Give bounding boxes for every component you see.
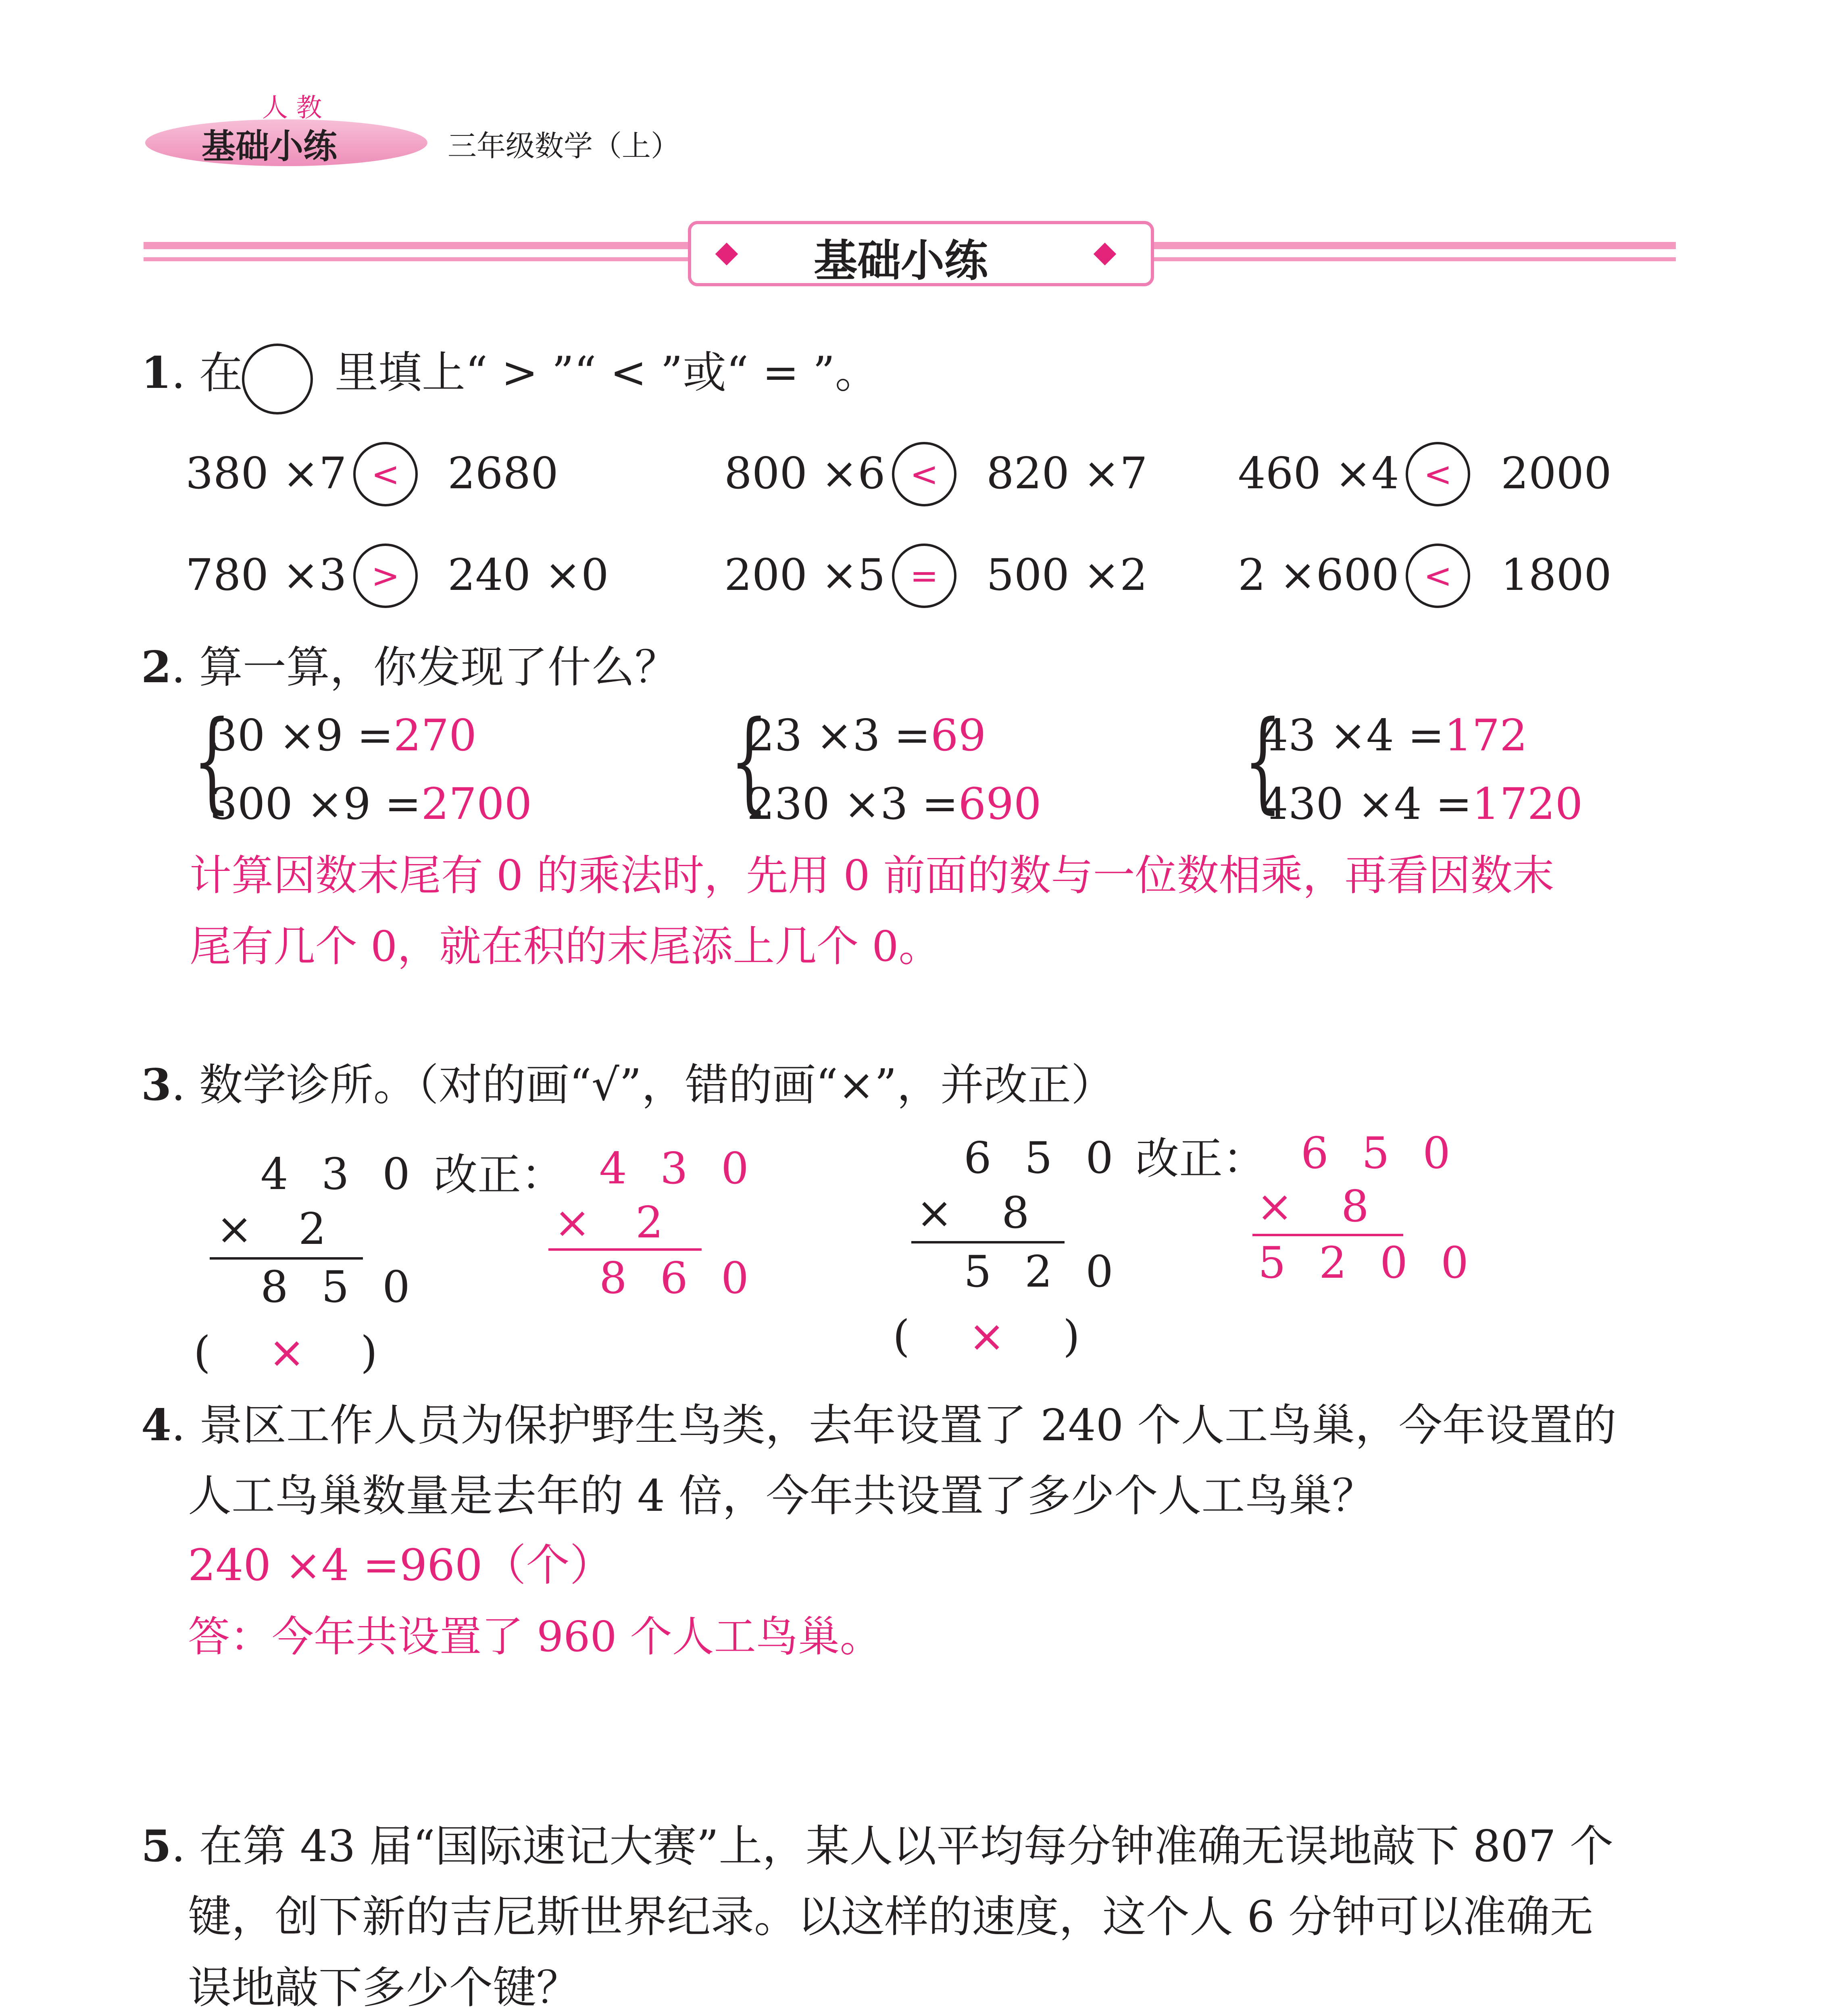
question-number: 2 xyxy=(141,642,172,693)
expression-right: 500 ×2 xyxy=(986,550,1148,600)
question-text: 里填上“ > ”“ < ”或“ = ”。 xyxy=(335,348,879,398)
expression-right: 2000 xyxy=(1501,448,1612,499)
corrected-operator: × xyxy=(1256,1181,1303,1232)
expression-left: 460 ×4 xyxy=(1238,448,1399,499)
expression-left: 380 ×7 xyxy=(185,448,347,499)
compare-answer: < xyxy=(1406,544,1470,608)
question-text: . 数学诊所。（对的画“√”，错的画“×”，并改正） xyxy=(171,1060,1115,1110)
paren-open: ( xyxy=(893,1311,910,1362)
brace-icon: { xyxy=(1244,697,1282,824)
series-logo: 基础小练 xyxy=(202,127,338,166)
equation-answer: 2700 xyxy=(421,779,532,829)
paren-open: ( xyxy=(194,1327,211,1378)
equation-answer: 172 xyxy=(1444,710,1527,761)
corrected-multiplicand: 4 3 0 xyxy=(599,1143,758,1194)
corrected-multiplier: 8 xyxy=(1341,1181,1379,1232)
calculation: 240 ×4 =960（个） xyxy=(188,1540,613,1591)
corrected-multiplicand: 6 5 0 xyxy=(1301,1128,1460,1179)
compare-answer: < xyxy=(353,442,418,506)
equation-answer: 69 xyxy=(930,710,986,761)
correction-label: 改正： xyxy=(1136,1134,1267,1184)
question-text: . 景区工作人员为保护野生鸟类，去年设置了 240 个人工鸟巢，今年设置的 xyxy=(171,1400,1617,1451)
answer-text: 尾有几个 0，就在积的末尾添上几个 0。 xyxy=(190,922,941,971)
compare-answer: > xyxy=(353,544,418,608)
equation-line xyxy=(1252,1234,1403,1236)
operator: × xyxy=(216,1204,263,1254)
question-number: 5 xyxy=(141,1821,172,1872)
compare-answer: = xyxy=(892,544,956,608)
answer-text: 计算因数末尾有 0 的乘法时，先用 0 前面的数与一位数相乘，再看因数末 xyxy=(190,851,1554,900)
corrected-operator: × xyxy=(554,1198,600,1248)
publisher-label: 人 教 xyxy=(262,93,322,123)
expression-right: 820 ×7 xyxy=(986,448,1148,499)
expression-left: 2 ×600 xyxy=(1238,550,1399,600)
equation: 30 ×9 = xyxy=(210,710,394,761)
question-number: 4 xyxy=(141,1400,172,1451)
brace-icon: { xyxy=(730,697,769,824)
question-text: . 算一算，你发现了什么？ xyxy=(171,642,678,693)
equation-line xyxy=(548,1248,702,1251)
section-title: 基础小练 xyxy=(814,236,988,286)
expression-left: 200 ×5 xyxy=(724,550,885,600)
expression-left: 800 ×6 xyxy=(724,448,885,499)
wrong-mark-icon: × xyxy=(269,1327,305,1378)
equation-line xyxy=(911,1241,1065,1243)
question-number: 3 xyxy=(141,1060,172,1110)
equation: 43 ×4 = xyxy=(1261,710,1444,761)
equation: 430 ×4 = xyxy=(1261,779,1472,829)
question-text: . 在 xyxy=(171,348,243,398)
correction-label: 改正： xyxy=(434,1150,565,1200)
expression-right: 240 ×0 xyxy=(448,550,609,600)
product: 5 2 0 xyxy=(964,1247,1123,1297)
corrected-product: 8 6 0 xyxy=(599,1253,758,1304)
question-text: . 在第 43 届“国际速记大赛”上，某人以平均每分钟准确无误地敲下 807 个 xyxy=(171,1821,1614,1872)
answer-text: 答：今年共设置了 960 个人工鸟巢。 xyxy=(188,1612,882,1661)
wrong-mark-icon: × xyxy=(969,1311,1005,1362)
equation: 300 ×9 = xyxy=(210,779,421,829)
multiplicand: 6 5 0 xyxy=(964,1133,1123,1183)
compare-answer: < xyxy=(892,442,956,506)
corrected-multiplier: 2 xyxy=(635,1198,673,1248)
expression-right: 1800 xyxy=(1501,550,1612,600)
multiplier: 2 xyxy=(298,1204,336,1254)
product: 8 5 0 xyxy=(260,1262,420,1312)
corrected-product: 5 2 0 0 xyxy=(1258,1238,1478,1288)
paren-close: ) xyxy=(360,1327,378,1378)
equation-line xyxy=(210,1257,363,1260)
expression-left: 780 ×3 xyxy=(185,550,347,600)
paren-close: ) xyxy=(1063,1311,1080,1362)
brace-icon: { xyxy=(193,697,231,824)
operator: × xyxy=(916,1188,963,1238)
expression-right: 2680 xyxy=(448,448,558,499)
question-text: 键，创下新的吉尼斯世界纪录。以这样的速度，这个人 6 分钟可以准确无 xyxy=(188,1892,1594,1942)
question-number: 1 xyxy=(141,348,172,398)
equation-answer: 690 xyxy=(958,779,1042,829)
equation-answer: 1720 xyxy=(1472,779,1583,829)
multiplicand: 4 3 0 xyxy=(260,1149,420,1200)
question-text: 误地敲下多少个键？ xyxy=(188,1963,580,2013)
multiplier: 8 xyxy=(1002,1188,1039,1238)
compare-answer: < xyxy=(1406,442,1470,506)
blank-circle-icon xyxy=(242,344,313,414)
question-text: 人工鸟巢数量是去年的 4 倍，今年共设置了多少个人工鸟巢？ xyxy=(188,1471,1376,1521)
equation: 230 ×3 = xyxy=(747,779,958,829)
equation-answer: 270 xyxy=(393,710,477,761)
equation: 23 ×3 = xyxy=(747,710,931,761)
book-title: 三年级数学（上） xyxy=(448,129,680,163)
